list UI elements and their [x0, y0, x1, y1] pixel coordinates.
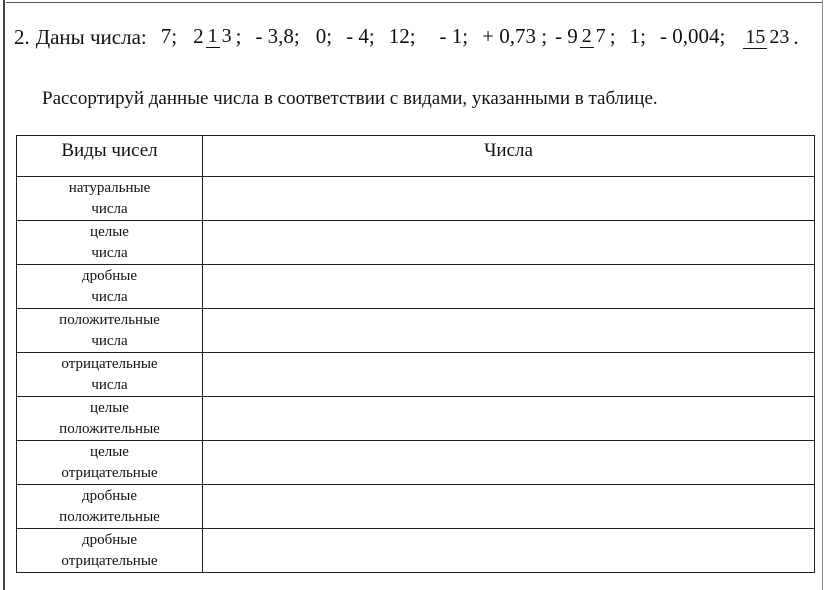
number-item: - 0,004; — [659, 24, 726, 48]
page-top-rule — [6, 2, 822, 3]
number-type-cell — [17, 397, 203, 441]
number-type-cell — [17, 353, 203, 397]
number-type-cell — [17, 221, 203, 265]
number-item — [741, 25, 798, 50]
numbers-answer-cell[interactable] — [203, 441, 815, 485]
number-type-cell — [17, 177, 203, 221]
number-item: - 3,8; — [255, 24, 300, 48]
number-type-label: отрицательные — [61, 552, 158, 569]
numbers-answer-cell[interactable] — [203, 485, 815, 529]
number-type-cell — [17, 485, 203, 529]
fraction — [743, 26, 791, 49]
numbers-answer-cell[interactable] — [203, 353, 815, 397]
number-type-label: отрицательные — [61, 355, 158, 372]
table-body — [17, 177, 815, 573]
number-type-label: положительные — [59, 420, 160, 437]
table-row — [17, 397, 815, 441]
table-row — [17, 485, 815, 529]
numbers-answer-cell[interactable] — [203, 177, 815, 221]
fraction-numerator: 2 — [581, 25, 592, 47]
number-item: 12; — [388, 24, 416, 48]
number-type-label: положительные — [59, 508, 160, 525]
number-item: - 4; — [346, 24, 375, 48]
number-item: 0; — [315, 24, 333, 48]
number-type-label: числа — [91, 288, 128, 305]
fraction-numerator: 1 — [207, 25, 218, 47]
table-header-row — [17, 136, 815, 177]
numbers-answer-cell[interactable] — [203, 397, 815, 441]
sorting-table — [16, 135, 815, 573]
number-type-label: целые — [90, 443, 129, 460]
number-type-label: числа — [91, 244, 128, 261]
page-right-border — [822, 0, 823, 590]
table-row — [17, 529, 815, 573]
header-number-types: Виды чисел — [17, 136, 203, 177]
page-left-border — [3, 0, 5, 590]
fraction-numerator: 15 — [745, 26, 766, 48]
fraction-separator: ; — [609, 24, 616, 48]
number-list — [161, 24, 799, 50]
number-item: + 0,73 ; — [482, 24, 548, 48]
header-numbers: Числа — [203, 136, 815, 177]
number-item — [193, 24, 241, 49]
number-type-label: отрицательные — [61, 464, 158, 481]
fraction-denominator: 7 — [595, 25, 606, 47]
number-type-label: положительные — [59, 311, 160, 328]
number-type-label: целые — [90, 399, 129, 416]
table-row — [17, 221, 815, 265]
problem-number: 2. — [14, 24, 30, 49]
table-row — [17, 177, 815, 221]
fraction-denominator: 3 — [221, 25, 232, 47]
number-item — [555, 24, 616, 49]
fraction-separator: ; — [235, 24, 242, 48]
number-type-cell — [17, 529, 203, 573]
number-type-label: числа — [91, 376, 128, 393]
fraction-separator: . — [793, 25, 799, 49]
instruction-text: Рассортируй данные числа в соответствии с видами, указанными в таблице. — [42, 88, 658, 109]
number-item: 7; — [160, 24, 178, 48]
table-row — [17, 265, 815, 309]
problem-intro: Даны числа: — [35, 24, 147, 49]
fraction — [580, 25, 608, 48]
number-type-label: дробные — [81, 531, 138, 548]
numbers-answer-cell[interactable] — [203, 221, 815, 265]
number-type-cell — [17, 265, 203, 309]
number-type-label: числа — [91, 332, 128, 349]
problem-statement — [14, 12, 799, 62]
number-item: - 1; — [439, 24, 469, 48]
number-type-label: дробные — [81, 267, 138, 284]
table-row — [17, 441, 815, 485]
fraction-denominator: 23 — [769, 26, 790, 48]
numbers-answer-cell[interactable] — [203, 529, 815, 573]
number-type-cell — [17, 309, 203, 353]
table-row — [17, 353, 815, 397]
number-item: 1; — [629, 24, 646, 48]
fraction — [206, 25, 234, 48]
number-type-label: натуральные — [68, 179, 151, 196]
table-row — [17, 309, 815, 353]
number-type-label: дробные — [81, 487, 138, 504]
numbers-answer-cell[interactable] — [203, 309, 815, 353]
numbers-answer-cell[interactable] — [203, 265, 815, 309]
number-type-label: целые — [90, 223, 129, 240]
fraction-whole: - 9 — [555, 24, 578, 48]
number-type-label: числа — [91, 200, 128, 217]
number-type-cell — [17, 441, 203, 485]
fraction-whole: 2 — [193, 24, 204, 48]
